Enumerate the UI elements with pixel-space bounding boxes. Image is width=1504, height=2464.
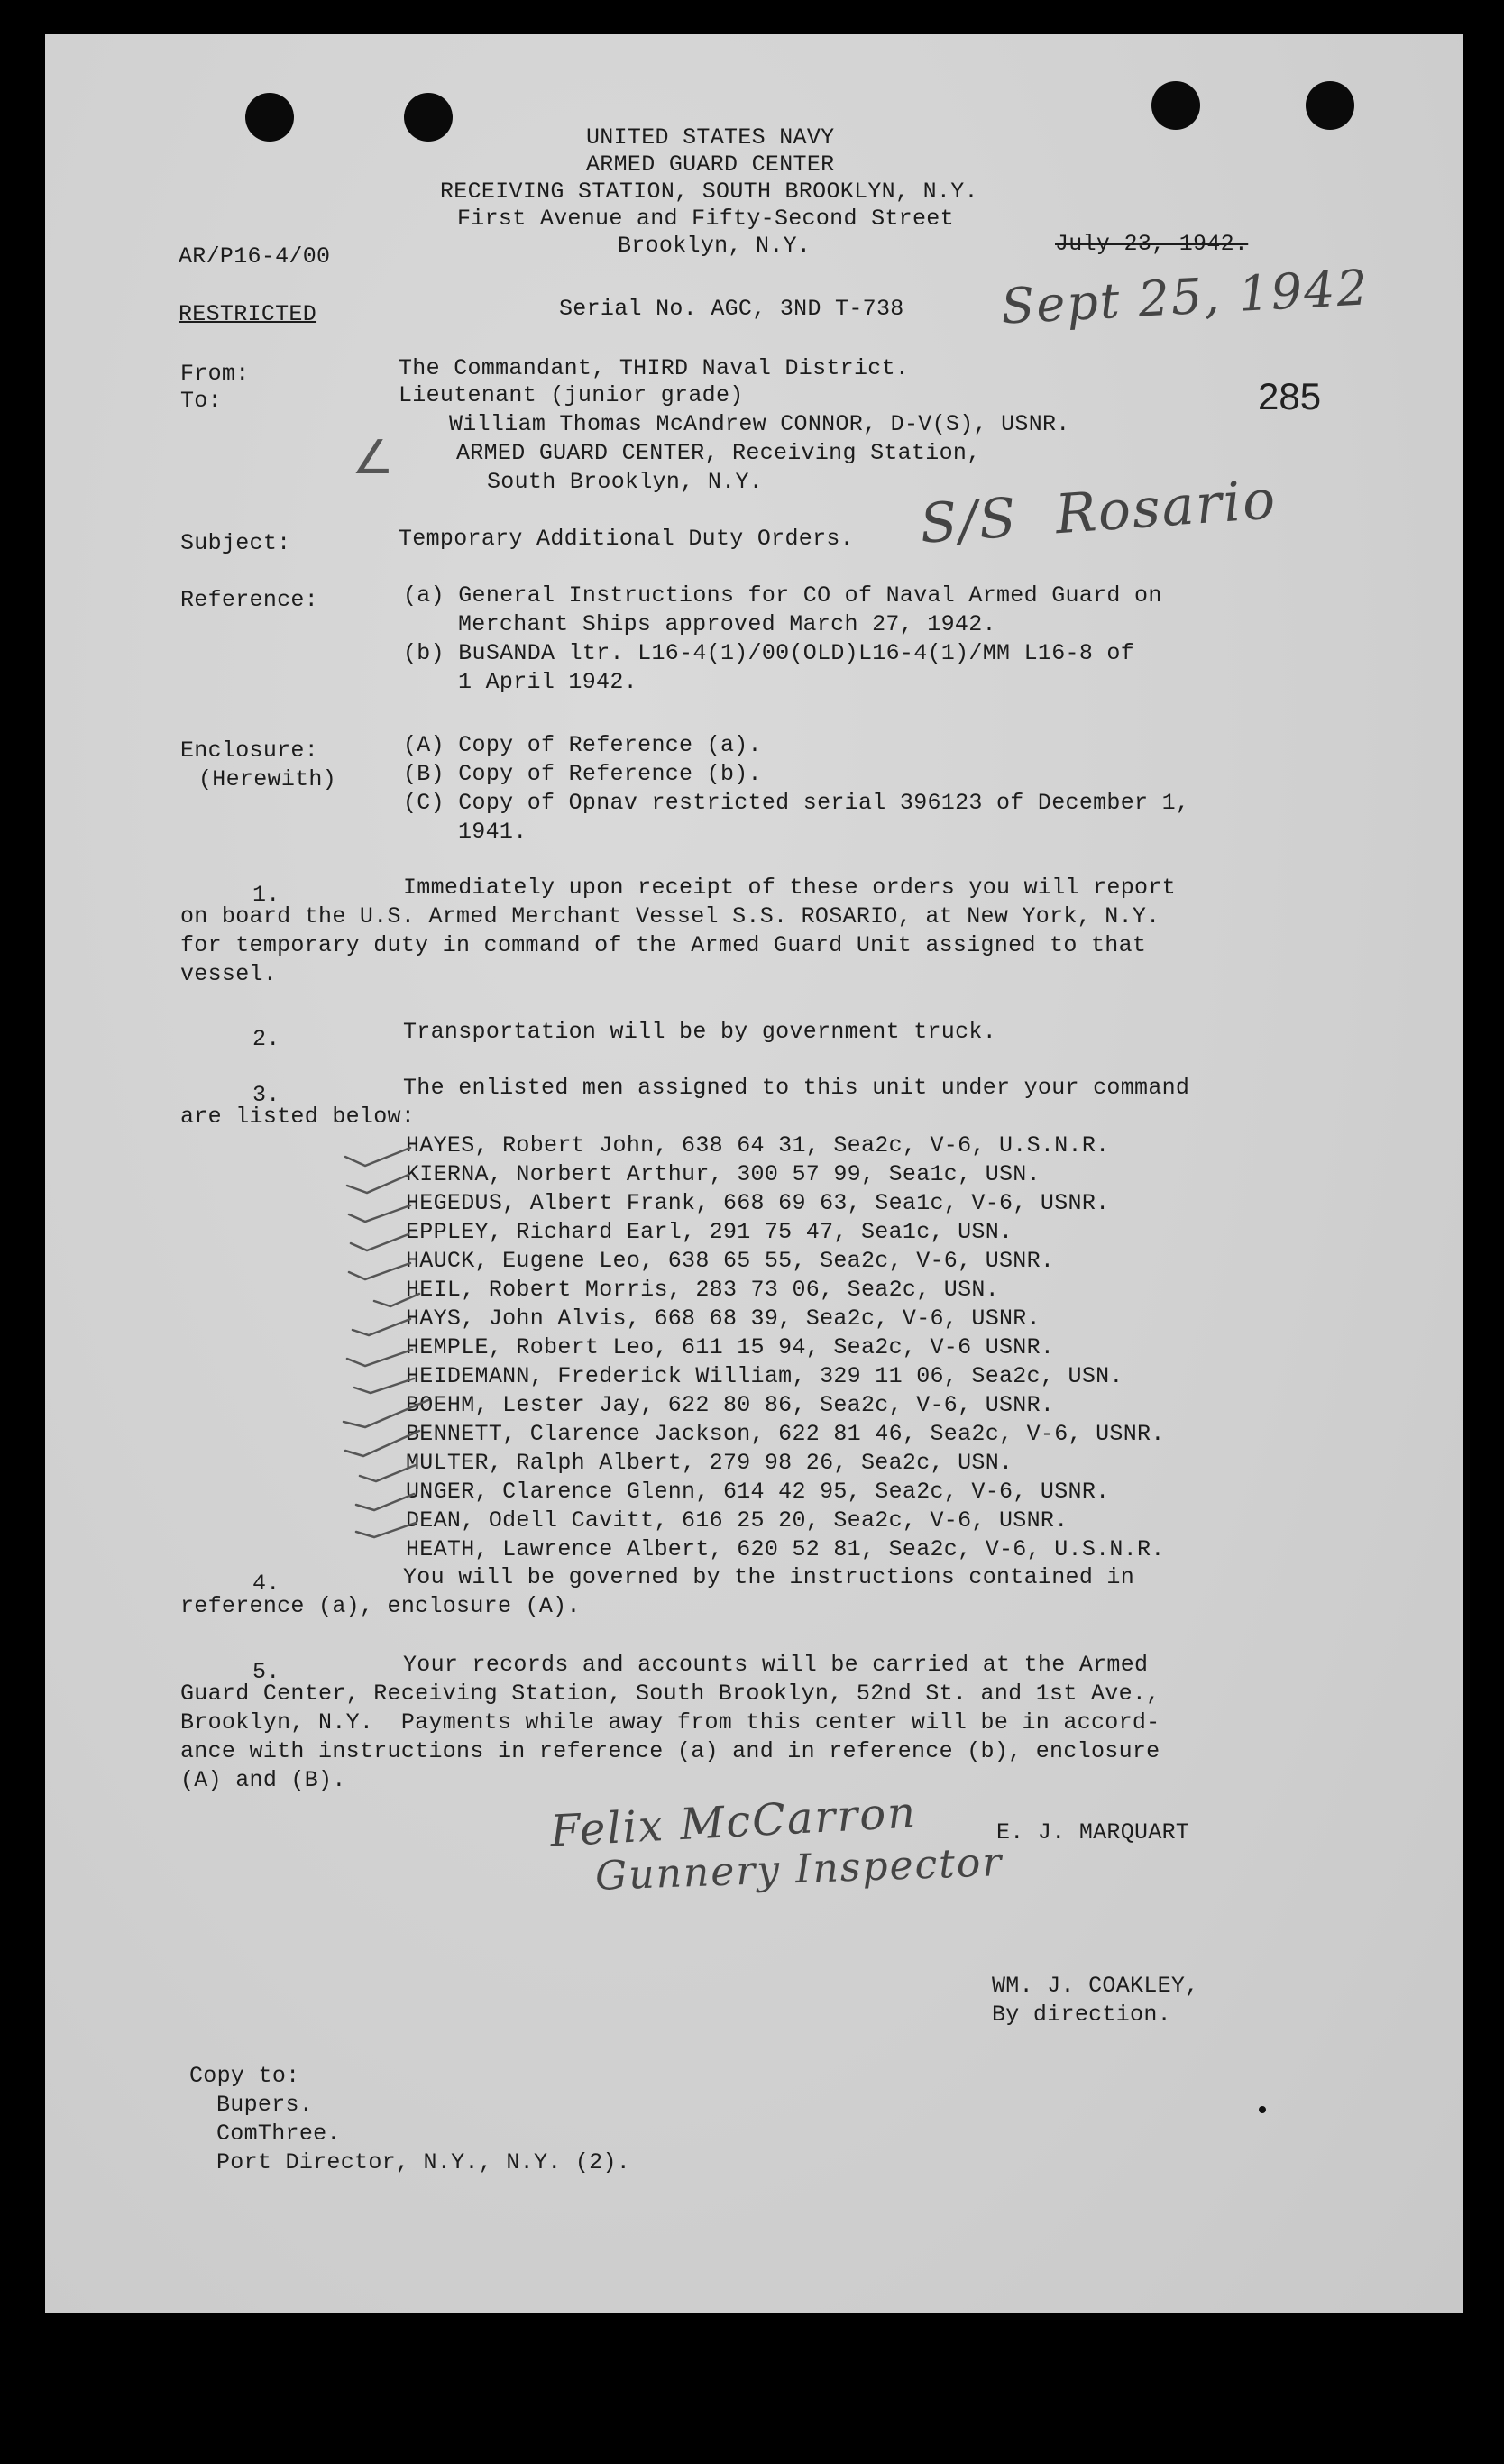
paragraph-1-line: on board the U.S. Armed Merchant Vessel S.S. ROSARIO, at New York, N.Y. xyxy=(180,903,1160,930)
enlisted-man-entry: HEGEDUS, Albert Frank, 668 69 63, Sea1c, V-6, USNR. xyxy=(406,1190,1110,1216)
from-label: From: xyxy=(180,361,250,387)
copy-to-item: Port Director, N.Y., N.Y. (2). xyxy=(216,2149,631,2175)
file-reference: AR/P16-4/00 xyxy=(179,243,331,270)
paragraph-4-number: 4. xyxy=(252,1571,280,1597)
enlisted-man-entry: UNGER, Clarence Glenn, 614 42 95, Sea2c, V-6, USNR. xyxy=(406,1479,1110,1505)
enclosure-label: Enclosure: xyxy=(180,737,319,764)
paragraph-2-number: 2. xyxy=(252,1026,280,1052)
handwritten-signature: Felix McCarron xyxy=(548,1787,919,1857)
paragraph-5-line: Brooklyn, N.Y. Payments while away from this center will be in accord- xyxy=(180,1709,1160,1736)
paragraph-5-line: Your records and accounts will be carried at the Armed xyxy=(403,1652,1149,1678)
typed-name-marquart: E. J. MARQUART xyxy=(996,1819,1190,1846)
enclosure-label-2: (Herewith) xyxy=(198,766,337,792)
paragraph-4-line: You will be governed by the instructions contained in xyxy=(403,1564,1135,1590)
signer-name: WM. J. COAKLEY, xyxy=(992,1973,1199,1999)
paragraph-5-line: (A) and (B). xyxy=(180,1767,346,1793)
paragraph-3-number: 3. xyxy=(252,1082,280,1108)
typed-date-struck: July 23, 1942. xyxy=(1055,231,1249,257)
subject-label: Subject: xyxy=(180,530,291,556)
ink-dot xyxy=(1259,2106,1266,2113)
org-line-5: Brooklyn, N.Y. xyxy=(618,233,812,259)
punch-hole xyxy=(245,93,294,142)
page-number: 285 xyxy=(1258,375,1322,417)
enlisted-man-entry: HAUCK, Eugene Leo, 638 65 55, Sea2c, V-6, USNR. xyxy=(406,1248,1055,1274)
classification-label: RESTRICTED xyxy=(179,301,317,327)
paragraph-1-line: vessel. xyxy=(180,961,278,987)
copy-to-item: ComThree. xyxy=(216,2121,341,2147)
subject-value: Temporary Additional Duty Orders. xyxy=(399,526,854,552)
paragraph-5-line: ance with instructions in reference (a) and in reference (b), enclosure xyxy=(180,1738,1160,1764)
to-line-2: William Thomas McAndrew CONNOR, D-V(S), USNR. xyxy=(449,411,1070,437)
enlisted-man-entry: HEMPLE, Robert Leo, 611 15 94, Sea2c, V-6 USNR. xyxy=(406,1334,1055,1360)
punch-hole xyxy=(1306,81,1354,130)
paragraph-4-line: reference (a), enclosure (A). xyxy=(180,1593,581,1619)
enlisted-man-entry: BOEHM, Lester Jay, 622 80 86, Sea2c, V-6, USNR. xyxy=(406,1392,1055,1418)
enlisted-man-entry: HEIL, Robert Morris, 283 73 06, Sea2c, USN. xyxy=(406,1277,1000,1303)
handwritten-date: Sept 25, 1942 xyxy=(999,259,1371,335)
org-line-3: RECEIVING STATION, SOUTH BROOKLYN, N.Y. xyxy=(440,179,978,205)
from-value: The Commandant, THIRD Naval District. xyxy=(399,355,910,381)
check-marks-icon xyxy=(338,1130,446,1580)
enclosure-c-1: (C) Copy of Opnav restricted serial 396123 of December 1, xyxy=(403,790,1190,816)
enclosure-a: (A) Copy of Reference (a). xyxy=(403,732,762,758)
paragraph-2-line: Transportation will be by government truck. xyxy=(403,1019,997,1045)
reference-b-1: (b) BuSANDA ltr. L16-4(1)/00(OLD)L16-4(1)/MM L16-8 of xyxy=(403,640,1135,666)
paragraph-1-line: for temporary duty in command of the Armed Guard Unit assigned to that xyxy=(180,932,1147,958)
paragraph-3-line: are listed below: xyxy=(180,1104,416,1130)
reference-b-2: 1 April 1942. xyxy=(458,669,637,695)
handwritten-title: Gunnery Inspector xyxy=(594,1839,1004,1900)
enlisted-man-entry: DEAN, Odell Cavitt, 616 25 20, Sea2c, V-6, USNR. xyxy=(406,1507,1068,1534)
enlisted-man-entry: EPPLEY, Richard Earl, 291 75 47, Sea1c, USN. xyxy=(406,1219,1013,1245)
handwritten-vessel: S/S Rosario xyxy=(918,468,1279,556)
reference-label: Reference: xyxy=(180,587,319,613)
punch-hole xyxy=(1151,81,1200,130)
org-line-1: UNITED STATES NAVY xyxy=(586,124,835,151)
paragraph-1-line: Immediately upon receipt of these orders you will report xyxy=(403,875,1176,901)
to-label: To: xyxy=(180,388,222,414)
reference-a-2: Merchant Ships approved March 27, 1942. xyxy=(458,611,996,637)
paragraph-1-number: 1. xyxy=(252,882,280,908)
paragraph-5-line: Guard Center, Receiving Station, South Brooklyn, 52nd St. and 1st Ave., xyxy=(180,1681,1160,1707)
copy-to-item: Bupers. xyxy=(216,2092,314,2118)
to-line-4: South Brooklyn, N.Y. xyxy=(487,469,764,495)
paragraph-3-line: The enlisted men assigned to this unit under your command xyxy=(403,1075,1190,1101)
check-mark-icon: ∠ xyxy=(352,431,394,485)
enlisted-man-entry: HEATH, Lawrence Albert, 620 52 81, Sea2c, V-6, U.S.N.R. xyxy=(406,1536,1165,1562)
document-page xyxy=(45,34,1463,2313)
enlisted-man-entry: HAYS, John Alvis, 668 68 39, Sea2c, V-6, USNR. xyxy=(406,1305,1041,1332)
punch-hole xyxy=(404,93,453,142)
enclosure-b: (B) Copy of Reference (b). xyxy=(403,761,762,787)
signer-title: By direction. xyxy=(992,2001,1171,2028)
org-line-2: ARMED GUARD CENTER xyxy=(586,151,835,178)
enlisted-man-entry: KIERNA, Norbert Arthur, 300 57 99, Sea1c, USN. xyxy=(406,1161,1041,1187)
enlisted-man-entry: HAYES, Robert John, 638 64 31, Sea2c, V-6, U.S.N.R. xyxy=(406,1132,1110,1159)
to-line-3: ARMED GUARD CENTER, Receiving Station, xyxy=(456,440,981,466)
enlisted-man-entry: BENNETT, Clarence Jackson, 622 81 46, Sea2c, V-6, USNR. xyxy=(406,1421,1165,1447)
serial-number: Serial No. AGC, 3ND T-738 xyxy=(559,296,904,322)
copy-to-label: Copy to: xyxy=(189,2063,300,2089)
org-line-4: First Avenue and Fifty-Second Street xyxy=(457,206,954,232)
enlisted-man-entry: MULTER, Ralph Albert, 279 98 26, Sea2c, USN. xyxy=(406,1450,1013,1476)
to-line-1: Lieutenant (junior grade) xyxy=(399,382,744,408)
enclosure-c-2: 1941. xyxy=(458,819,527,845)
reference-a-1: (a) General Instructions for CO of Naval Armed Guard on xyxy=(403,582,1162,609)
paragraph-5-number: 5. xyxy=(252,1659,280,1685)
enlisted-man-entry: HEIDEMANN, Frederick William, 329 11 06, Sea2c, USN. xyxy=(406,1363,1123,1389)
